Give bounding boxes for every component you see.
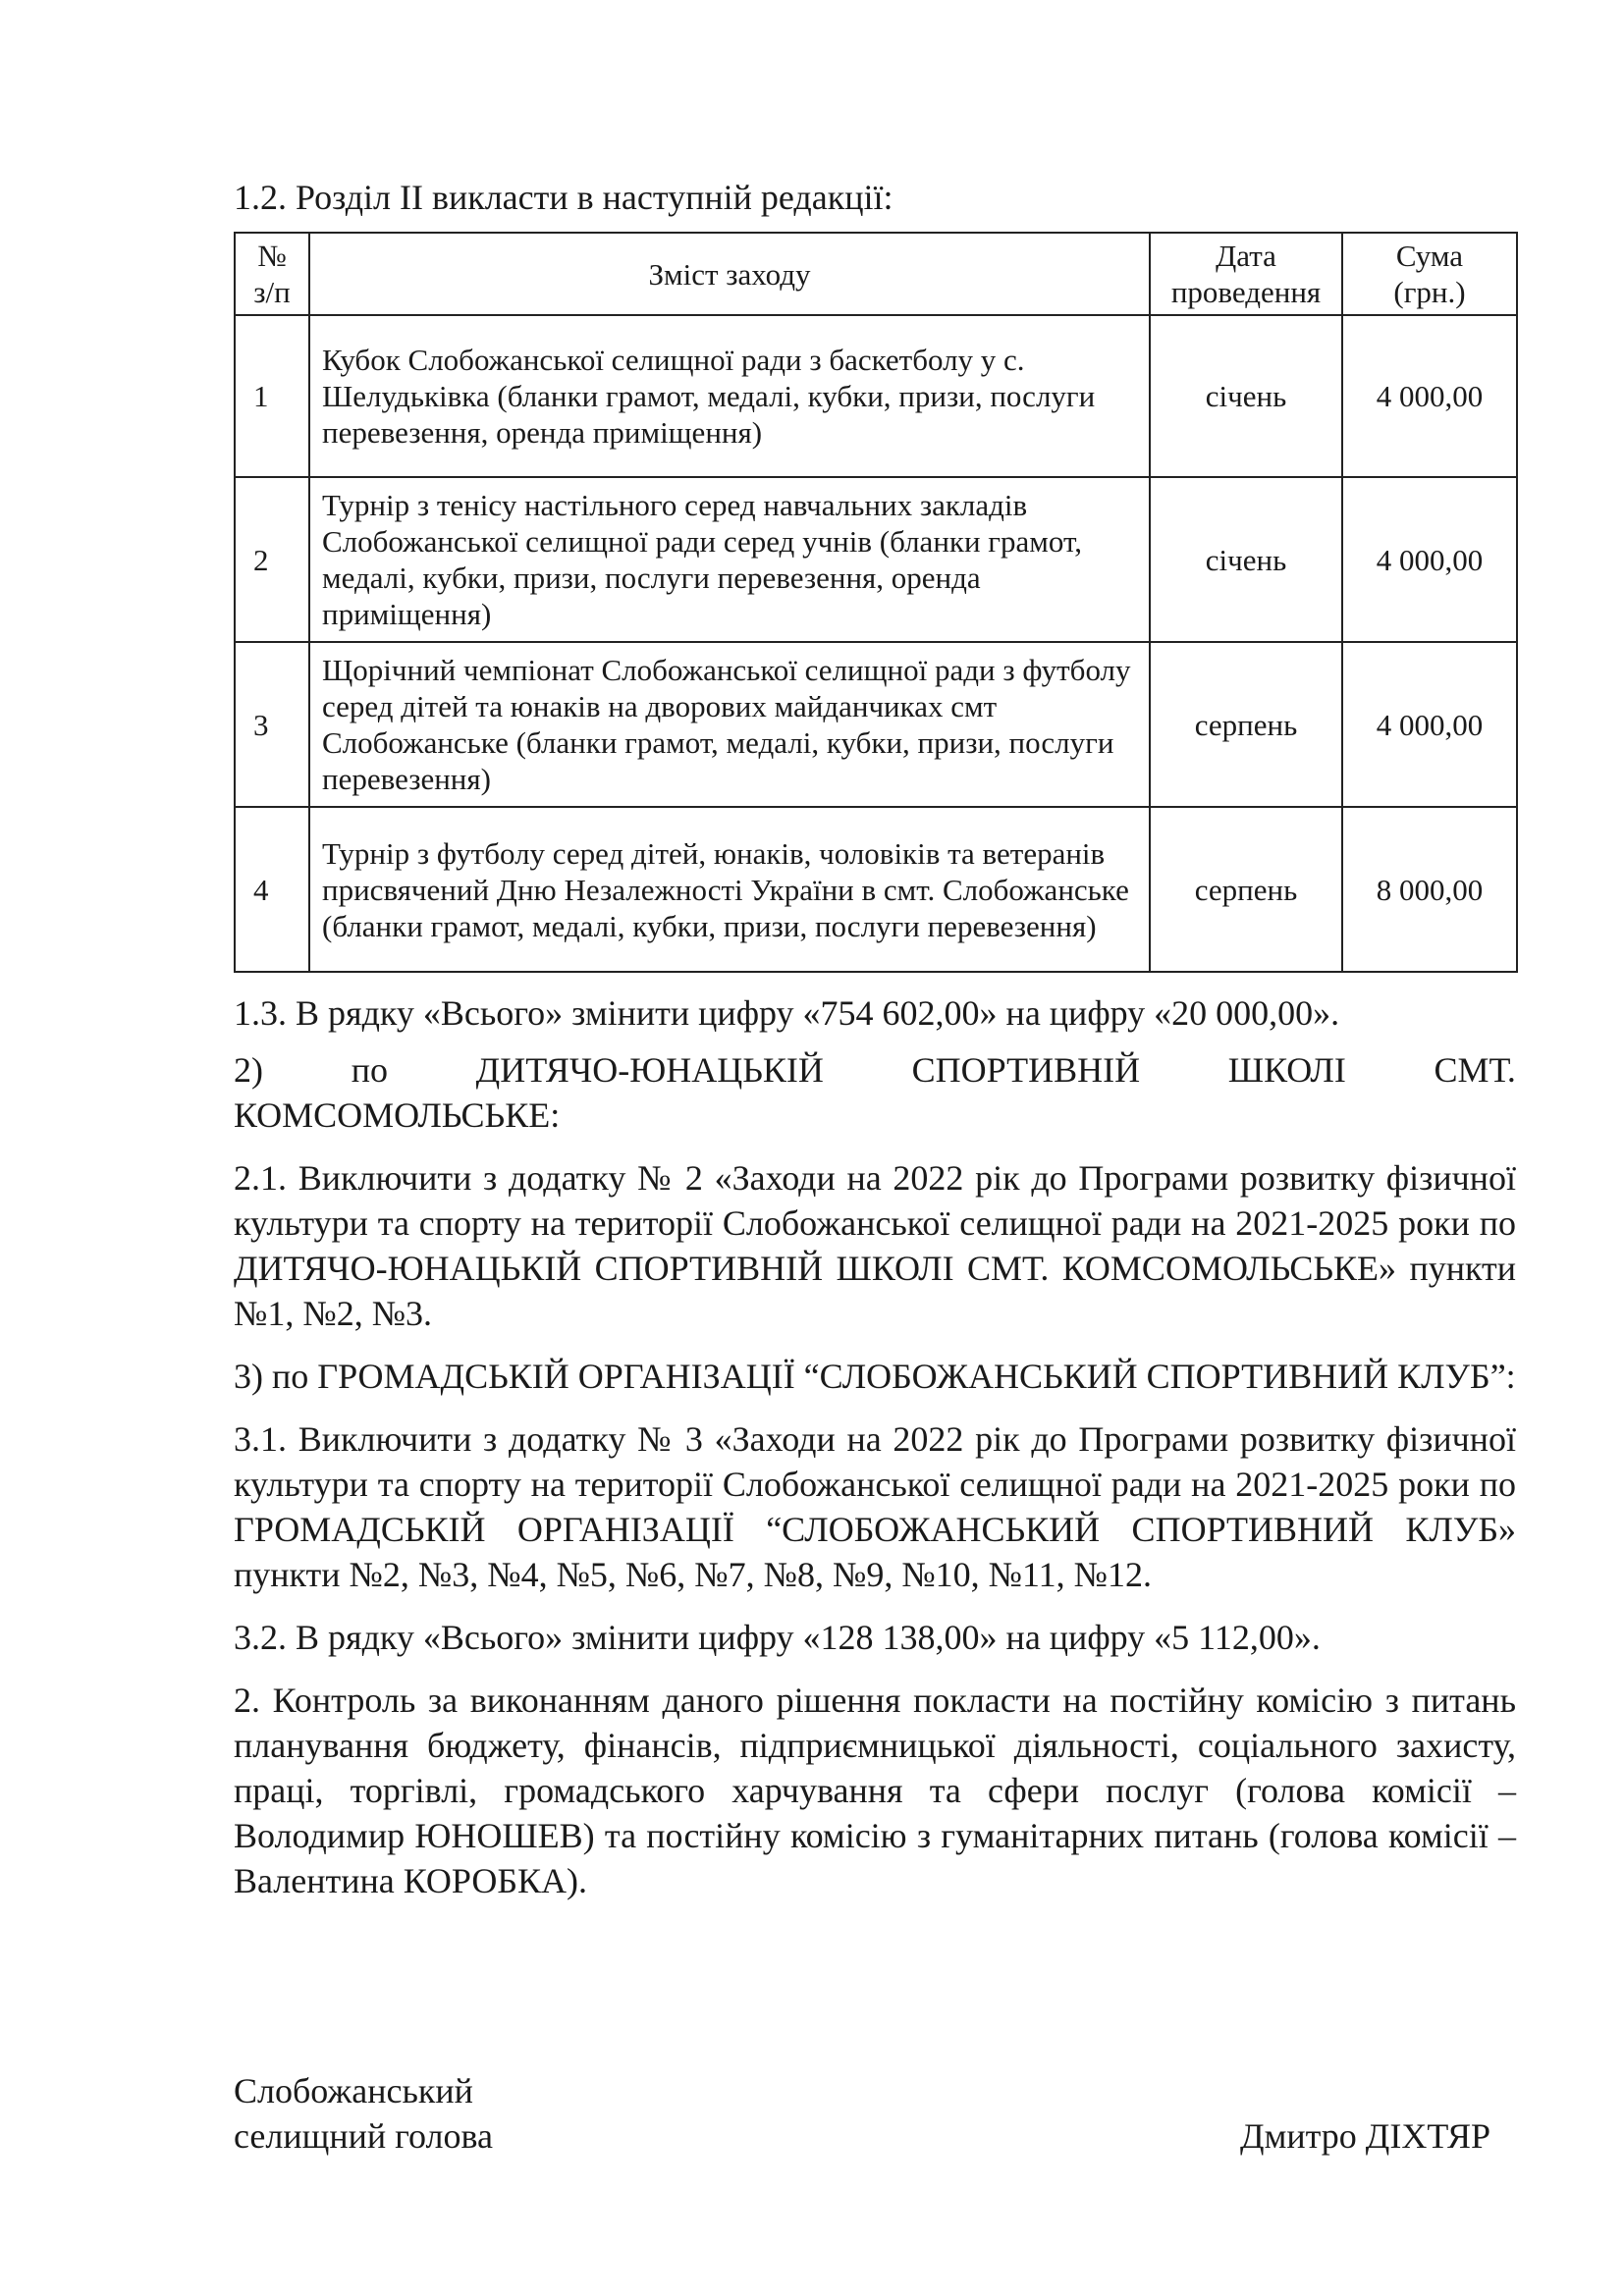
header-sum-line1: Сума [1395,239,1464,273]
paragraph-control: 2. Контроль за виконанням даного рішення покласти на постійну комісію з питань планування бюджету, фінансів, підприємницької діяльності, соціального захисту, праці, торгівлі, громадського харчування та сфери послуг (голова комісії – Володимир ЮНОШЕВ) та постійну комісію з гуманітарних питань (голова комісії – Валентина КОРОБКА). [234,1681,1516,1900]
events-table [234,232,1518,973]
signature-name: Дмитро ДІХТЯР [1240,2116,1490,2156]
row-desc: Кубок Слобожанської селищної ради з баскетболу у с. Шелудьківка (бланки грамот, медалі, кубки, призи, послуги перевезення, оренда приміщення) [309,315,1150,477]
signature-title-line2: селищний голова [234,2116,494,2156]
paragraph-3-1: 3.1. Виключити з додатку № 3 «Заходи на 2022 рік до Програми розвитку фізичної культури та спорту на території Слобожанської селищної ради на 2021-2025 роки по ГРОМАДСЬКІЙ ОРГАНІЗАЦІЇ “СЛОБОЖАНСЬКИЙ СПОРТИВНИЙ КЛУБ» пункти №2, №3, №4, №5, №6, №7, №8, №9, №10, №11, №12. [234,1419,1516,1594]
row-sum: 4 000,00 [1342,477,1517,642]
paragraph-2-word: СПОРТИВНІЙ [911,1050,1141,1090]
row-date: січень [1150,477,1342,642]
header-num-line1: № [257,239,287,273]
header-date [1150,233,1342,315]
paragraph-3-2: 3.2. В рядку «Всього» змінити цифру «128 138,00» на цифру «5 112,00». [234,1618,1321,1657]
row-num: 4 [235,807,309,972]
paragraph-2-1: 2.1. Виключити з додатку № 2 «Заходи на 2022 рік до Програми розвитку фізичної культури та спорту на території Слобожанської селищної ради на 2021-2025 роки по ДИТЯЧО-ЮНАЦЬКІЙ СПОРТИВНІЙ ШКОЛІ СМТ. КОМСОМОЛЬСЬКЕ» пункти №1, №2, №3. [234,1158,1516,1333]
row-date: серпень [1150,642,1342,807]
header-num [235,233,309,315]
row-num: 1 [235,315,309,477]
row-desc: Турнір з футболу серед дітей, юнаків, чоловіків та ветеранів присвячений Дню Незалежності України в смт. Слобожанське (бланки грамот, медалі, кубки, призи, послуги перевезення) [309,807,1150,972]
header-desc: Зміст заходу [309,233,1150,315]
table-row [235,807,1517,972]
header-sum [1342,233,1517,315]
table-row [235,642,1517,807]
section-intro: 1.2. Розділ ІІ викласти в наступній редакції: [234,178,893,217]
paragraph-2 [234,1047,1516,1138]
row-num: 3 [235,642,309,807]
paragraph-2-word: СМТ. [1434,1050,1516,1090]
signature-title-line1: Слобожанський [234,2071,473,2110]
document-body [234,175,1516,1903]
paragraph-3: 3) по ГРОМАДСЬКІЙ ОРГАНІЗАЦІЇ “СЛОБОЖАНСЬКИЙ СПОРТИВНИЙ КЛУБ”: [234,1357,1516,1396]
paragraph-2-word: 2) [234,1050,263,1090]
header-date-line1: Дата [1216,239,1276,273]
row-num: 2 [235,477,309,642]
paragraph-2-word: ДИТЯЧО-ЮНАЦЬКІЙ [475,1050,824,1090]
row-sum: 8 000,00 [1342,807,1517,972]
row-desc: Щорічний чемпіонат Слобожанської селищної ради з футболу серед дітей та юнаків на дворових майданчиках смт Слобожанське (бланки грамот, медалі, кубки, призи, послуги перевезення) [309,642,1150,807]
row-date: серпень [1150,807,1342,972]
header-date-line2: проведення [1170,275,1322,309]
signature-block [234,2068,1516,2159]
table-header-row [235,233,1517,315]
header-num-line2: з/п [253,275,291,309]
table-row [235,315,1517,477]
paragraph-2-line2: КОМСОМОЛЬСЬКЕ: [234,1095,561,1135]
paragraph-2-word: по [351,1050,388,1090]
row-desc: Турнір з тенісу настільного серед навчальних закладів Слобожанської селищної ради серед учнів (бланки грамот, медалі, кубки, призи, послуги перевезення, оренда приміщення) [309,477,1150,642]
paragraph-2-line1 [234,1047,1516,1093]
row-date: січень [1150,315,1342,477]
row-sum: 4 000,00 [1342,315,1517,477]
table-row [235,477,1517,642]
header-sum-line2: (грн.) [1393,275,1466,309]
paragraph-1-3: 1.3. В рядку «Всього» змінити цифру «754 602,00» на цифру «20 000,00». [234,993,1340,1033]
paragraph-2-word: ШКОЛІ [1227,1050,1346,1090]
row-sum: 4 000,00 [1342,642,1517,807]
